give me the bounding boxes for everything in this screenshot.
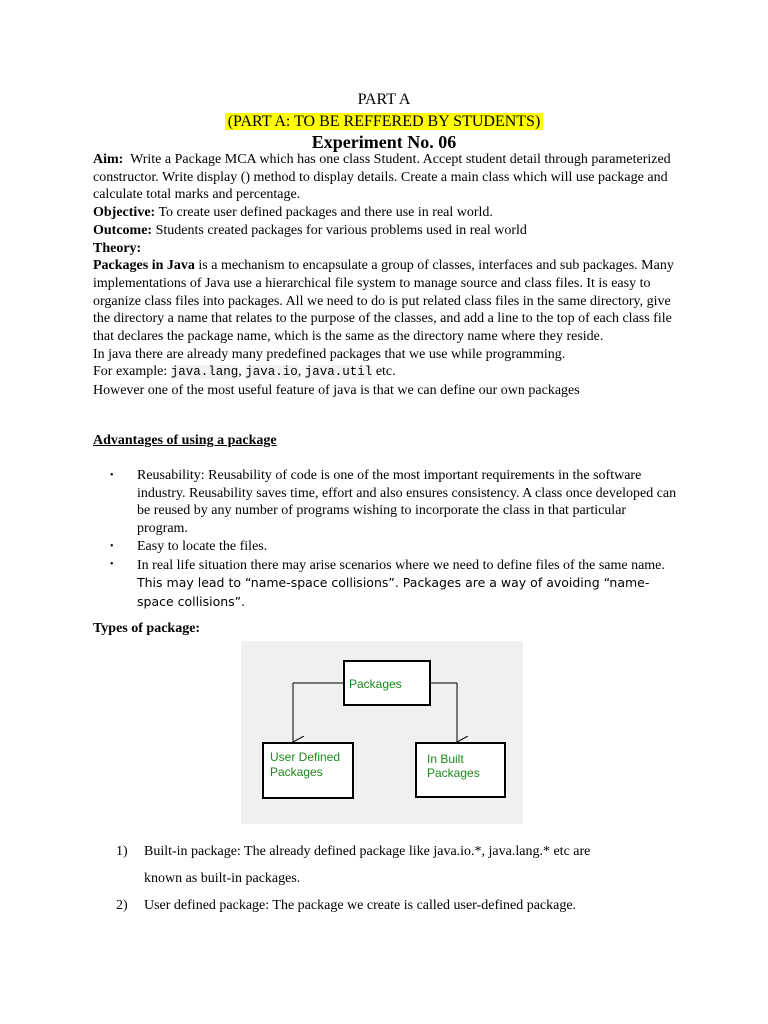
in-built-label-1: In Built: [427, 752, 464, 766]
highlighted-subtitle: (PART A: TO BE REFFERED BY STUDENTS): [225, 113, 544, 130]
predefined-paragraph: In java there are already many predefined packages that we use while programming.: [93, 346, 566, 362]
experiment-title: Experiment No. 06: [311, 132, 457, 152]
outcome-text: Students created packages for various problems used in real world: [155, 222, 527, 238]
diagram-svg: [241, 641, 523, 824]
outcome-label: Outcome:: [93, 222, 153, 238]
objective-text: To create user defined packages and there use in real world.: [158, 205, 493, 221]
aim-paragraph: [93, 151, 683, 204]
example-paragraph: For example: java.lang, java.io, java.util etc.: [93, 364, 396, 380]
list-item: • Reusability: Reusability of code is one of the most important requirements in the software industry. Reusability saves time, effort and also ensures consistency. A class once developed can be reused by any number of programs wishing to incorporate the class in that particular program.: [110, 468, 677, 537]
bullet-icon: •: [110, 558, 114, 570]
list-item: • In real life situation there may arise scenarios where we need to define files of the same name. This may lead to “name-space collisions”. Packages are a way of avoiding “name-space collisions”.: [110, 557, 665, 609]
bullet-icon: •: [110, 470, 114, 481]
package-types-diagram: [241, 641, 523, 824]
feature-paragraph: However one of the most useful feature of java is that we can define our own packages: [93, 383, 580, 399]
list-text: known as built-in packages.: [144, 871, 301, 886]
theory-heading: Theory:: [93, 240, 142, 256]
outcome-paragraph: [93, 222, 683, 240]
list-number: 2): [116, 898, 128, 913]
advantages-list: [110, 467, 680, 612]
part-label: PART A: [357, 91, 411, 108]
user-defined-label-2: Packages: [270, 765, 323, 779]
types-heading: Types of package:: [93, 621, 201, 636]
packages-paragraph: [93, 257, 683, 346]
packages-text: is a mechanism to encapsulate a group of classes, interfaces and sub packages. Many implementations of Java use a hierarchical file system to manage source and class files. It is easy to organize class files into packages. All we need to do is put related class files in the same directory, give the directory a name that relates to the purpose of the classes, and add a line to the top of each class file that declares the package name, which is the same as the directory name where they reside.: [93, 258, 674, 345]
aim-label: Aim:: [93, 152, 124, 167]
example-java-lang: java.lang: [170, 365, 239, 380]
part-subtitle: [0, 112, 768, 132]
objective-label: Objective:: [93, 205, 156, 221]
in-built-label-2: Packages: [427, 766, 480, 780]
packages-label: Packages in Java: [93, 258, 195, 274]
example-java-util: java.util: [304, 365, 373, 380]
list-text: Built-in package: The already defined package like java.io.*, java.lang.* etc are: [144, 844, 591, 859]
advantages-heading: Advantages of using a package: [93, 433, 277, 448]
list-text: User defined package: The package we create is called user-defined package.: [144, 898, 577, 913]
user-defined-node: [263, 743, 353, 798]
example-java-io: java.io: [245, 365, 298, 380]
list-item: • Easy to locate the files.: [110, 538, 268, 554]
user-defined-label-1: User Defined: [270, 750, 341, 764]
objective-paragraph: [93, 204, 683, 222]
root-node: [344, 661, 430, 705]
root-node-label: Packages: [349, 677, 402, 691]
body-text: [93, 151, 683, 400]
aim-text: Write a Package MCA which has one class Student. Accept student detail through parameterized constructor. Write display () method to display details. Create a main class which will use package and calculate total marks and percentage.: [93, 152, 671, 203]
list-number: 1): [116, 844, 128, 859]
bullet-icon: •: [110, 540, 114, 552]
in-built-node: [416, 743, 505, 797]
